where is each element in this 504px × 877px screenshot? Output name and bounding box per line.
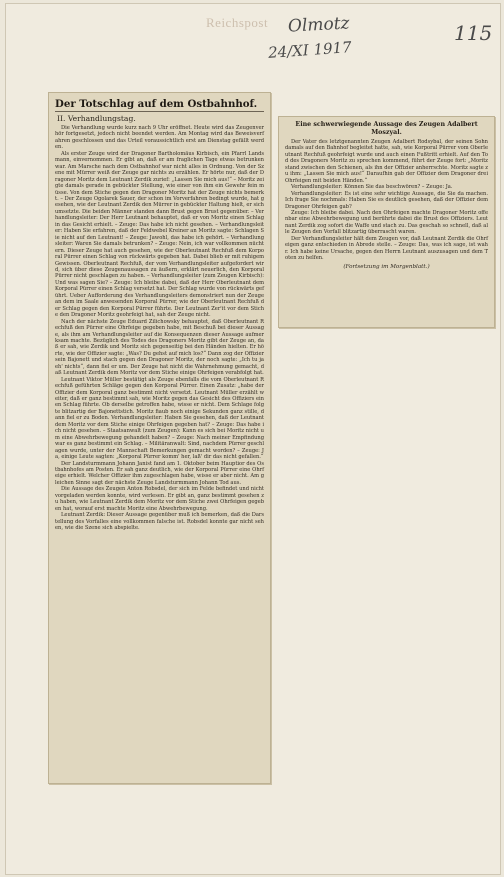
section-paragraph: Der Vater des letztgenannten Zeugen Adalbert Rodsybal, der seinen Sohn damals auf den Bahnhof begleitet hatte, sah, wie Korporal Pürrer vom Oberleutnant Rechfuß geohrfeigt wurde und auch einen Fußtritt erhielt. Auf den Tod des Dragoners Moritz zu sprechen kommend, führt der Zeuge fort: „Moritz stand zwischen den Schienen, als ihn der Offizier anherrschte. Moritz sagte zu ihm: „Lassen Sie mich aus!“ Daraufhin gab der Offizier dem Dragoner drei Ohrfeigen mit beiden Händen.“: [285, 139, 488, 184]
section-body: [285, 139, 488, 262]
article-paragraph: Nach der nächste Zeuge Eduard Zilichowsky behauptet, daß Oberleutnant Rechfuß den Pürrer eine Ohrfeige gegeben habe, mit Beschuß bei dieser Aussage, als ihm am Verhandlungsleiter auf die Konsequenzen dieser Aussage aufmerksam machte. Bezüglich des Todes des Dragoners Moritz gibt der Zeuge an, daß er sah, wie Zerdik und Moritz sich gegenseitig bei den Händen hielten. Er hörte, wie der Offizier sagte: „Was? Du gehst auf mich los?“ Dann zog der Offizier sein Bajonett und stach gegen den Dragoner Moritz, der noch sagte: „Ich tu ja eh' nichts“, dann fiel er um. Der Zeuge hat nicht die Wahrnehmung gemacht, daß Leutnant Zerdik dem Moritz vor dem Stiche einige Ohrfeigen verabfolgt hat.: [55, 318, 264, 377]
article-paragraph: Leutnant Viktor Müller bestätigt als Zeuge ebenfalls die vom Oberleutnant Rechfuß geführten Schläge gegen den Korporal Pürrer. Einen Zusatz: „habe der Offizier dem Korporal ganz bestimmt nicht versetzt. Leutnant Müller erzählt weiter, daß er ganz bestimmt sah, wie Moritz gegen das Gesicht des Offiziers einen Schlag führte. Ob derselbe getroffen habe, wisse er nicht. Dem Schlage folgte blitzartig der Bajonettstich. Moritz fiaub noch einige Sekunden ganz stille, dann fiel er zu Boden. Verhandlungsleiter: Haben Sie gesehen, daß der Leutnant dem Moritz vor dem Stiche einige Ohrfeigen gegeben hat? – Zeuge: Das habe ich nicht gesehen. – Staatsanwalt (zum Zeugen): Kann es sich bei Moritz nicht um eine Abwehrbewegung gehandelt haben? – Zeuge: Nach meiner Empfindung war es ganz bestimmt ein Schlag. – Militäranwalt: Sind, nachdem Pürrer geschlagen wurde, unter der Mannschaft Bemerkungen gemacht worden? – Zeuge: Ja, einige Leute sagten: „Korporal Pürrer komm' her, laß' dir das nicht gefallen.“: [55, 376, 264, 461]
newspaper-clipping-continuation: [278, 116, 495, 328]
article-paragraph: Die Aussage des Zeugen Anton Robsdel, der sich im Felde befindet und nicht vorgeladen werden konnte, wird verlesen. Er gibt an, ganz bestimmt gesehen zu haben, wie Leutnant Zerdik dem Moritz vor dem Stiche zwei Ohrfeigen gegeben hat, worauf erst machte Moritz eine Abwehrbewegung.: [55, 486, 264, 512]
article-paragraph: Der Landsturmmann Johann Janist fand am 1. Oktober beim Hauptior des Ostbahnhofes am Posten. Er sah ganz deutlich, wie der Korporal Pürrer eine Ohrfeige erhielt. Welcher Offizier ihm zugeschlagen habe, wisse er aber nicht. Am gleichen Sinne sagt der nächste Zeuge Landsturmmann Johann Tod aus.: [55, 460, 264, 486]
section-paragraph: Verhandlungsleiter: Es ist eine sehr wichtige Aussage, die Sie da machen. Ich frage Sie nochmals: Haben Sie es deutlich gesehen, daß der Offizier dem Dragoner Ohrfeigen gab?: [285, 190, 488, 210]
faint-newspaper-stamp: Reichspost: [206, 15, 269, 30]
section-paragraph: Zeuge: Ich bleibe dabei. Nach den Ohrfeigen machte Dragoner Moritz offenbar eine Abwehrbewegung und berührte dabei die Brust des Offiziers. Leutnant Zerdik zog sofort die Waffe und stach zu. Das geschah so schnell, daß alle Zeugen den Vorfall blitzartig überrascht waren.: [285, 209, 488, 236]
article-paragraph: Leutnant Zerdik: Dieser Aussage gegenüber muß ich bemerken, daß die Darstellung des Vorfalles eine vollkommen falsche ist. Robsdel konnte gar nicht sehen, wie die Szene sich abspielte.: [55, 512, 264, 532]
section-headline: Eine schwerwiegende Aussage des Zeugen Adalbert Moszyal.: [295, 121, 478, 136]
section-paragraph: Verhandlungsleiter: Können Sie das beschwören? – Zeuge: Ja.: [291, 184, 453, 191]
handwritten-city: Olmotz: [287, 13, 351, 37]
newspaper-clipping-main: [48, 92, 271, 784]
section-paragraph: Der Verhandlungsleiter hält dem Zeugen vor, daß Leutnant Zerdik die Ohrfeigen ganz entschieden in Abrede stelle. – Zeuge: Das, was ich sage, ist wahr. Ich habe keine Ursache, gegen den Herrn Leutnant auszusagen und dem Toten zu helfen.: [285, 235, 488, 262]
archive-sheet: [5, 3, 501, 875]
article-subhead: II. Verhandlungstag.: [57, 114, 136, 123]
continuation-note: (Fortsetzung im Morgenblatt.): [343, 263, 430, 270]
article-paragraph: Die Verhandlung wurde kurz nach 9 Uhr eröffnet. Heute wird das Zeugenverhör fortgesetzt, jedoch nicht beendet werden. Am Montag wird das Beweisverfahren geschlossen und das Urteil voraussichtlich erst am Dienstag gefällt werden.: [55, 125, 264, 151]
article-body: [55, 125, 264, 532]
handwritten-archive-number: 115: [454, 21, 493, 45]
article-paragraph: Als erster Zeuge wird der Dragoner Bartholomäus Kirbisch, ein Pfarrl Landsmann, einvernommen. Er gibt an, daß er am fraglichen Tage etwas betrunken war. Am Marsche nach dem Ostbahnhof war nicht alles in Ordnung. Von der Szene mit Mürrer weiß der Zeuge gar nichts zu erzählen. Er hörte nur, daß der Dragoner Moritz dem Leutnant Zerdik zurief: „Lassen Sie mich aus!“ – Moritz zeigte damals gerade in gebückter Stellung, wie einer von ihm ein Gewehr fein müsse. Von dem Stiche gegen den Dragoner Moritz hat der Zeuge nichts bemerkt. – Der Zeuge Ogolarek Sauer, der schon im Vorverfahren bedingt wurde, hat gesehen, wie der Leutnant Zerdik den Mürrer in gebückter Haltung hielt, er sich umsetzte. Die beiden Männer standen dann Brust gegen Brust gegenüber. – Verhandlungsleiter: Der Herr Leutnant behauptet, daß er von Moritz einen Schlag in das Gesicht erhielt. – Zeuge: Das habe ich nicht gesehen. – Verhandlungsleiter: Haben Sie erfahren, daß der Feldwebel Kreiner an Moritz sagte: Schlagen Sie nicht auf den Leutnant! – Zeuge: Jawohl, das habe ich gehört. – Verhandlungsleiter: Waren Sie damals betrunken? – Zeuge: Nein, ich war vollkommen nüchtern. Dieser Zeuge hat auch gesehen, wie der Oberleutnant Rechfuß dem Korporal Pürrer einen Schlag von rückwärts gegeben hat. Dabei blieb er mit ruhigem Gewissen. Oberleutnant Rechfuß, der vom Verhandlungsleiter aufgefordert wird, sich über diese Zeugenaussagen zu äußern, erklärt neuerlich, den Korporal Pürrer nicht geschlagen zu haben. – Verhandlungsleiter (zum Zeugen Kirbisch): Und was sagen Sie? – Zeuge: Ich bleibe dabei, daß der Herr Oberleutnant dem Korporal Pürrer einen Schlag versetzt hat. Der Schlag wurde von rückwärts geführt. Ueber Aufforderung des Verhandlungsleiters demonstriert nun der Zeuge an dem im Saale anwesenden Korporal Pürrer, wie der Oberleutnant Rechfuß der Schlag gegen den Korporal Pürrer führte. Der Leutnant Zer'it vor dem Stiche den Dragoner Moritz geohrfeigt hat, sah der Zeuge nicht.: [55, 150, 264, 319]
handwritten-date: 24/XI 1917: [267, 38, 353, 62]
article-headline: Der Totschlag auf dem Ostbahnhof.: [55, 98, 264, 112]
